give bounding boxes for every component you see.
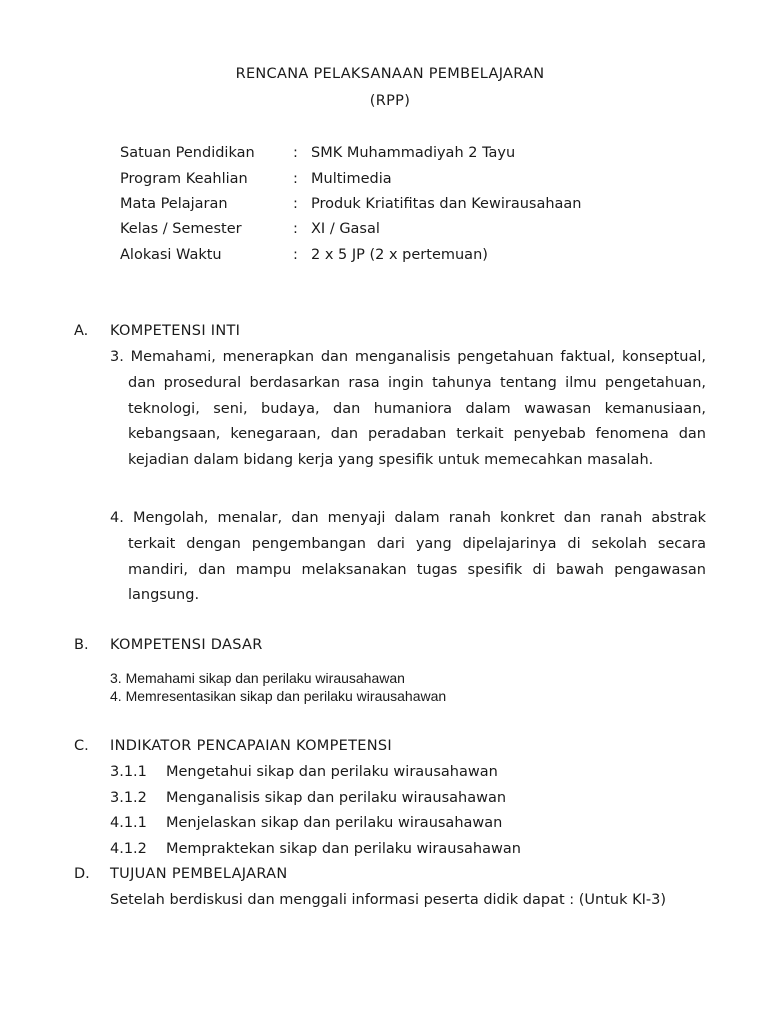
section-a-letter: A. <box>74 323 89 339</box>
identity-colon: : <box>293 145 298 161</box>
document-title: RENCANA PELAKSANAAN PEMBELAJARAN <box>235 66 545 82</box>
identity-value: SMK Muhammadiyah 2 Tayu <box>311 145 516 161</box>
identity-value: Produk Kriatifitas dan Kewirausahaan <box>311 196 582 212</box>
indicator-number: 3.1.1 <box>110 764 147 780</box>
indicator-number: 4.1.2 <box>110 841 147 857</box>
identity-value: Multimedia <box>311 171 392 187</box>
section-c-letter: C. <box>74 738 89 754</box>
indicator-number: 3.1.2 <box>110 790 147 806</box>
identity-label: Mata Pelajaran <box>120 196 228 212</box>
kompetensi-dasar-item: 3. Memahami sikap dan perilaku wirausahawan <box>110 670 405 686</box>
identity-value: XI / Gasal <box>311 221 380 237</box>
section-c-title: INDIKATOR PENCAPAIAN KOMPETENSI <box>110 738 392 754</box>
identity-colon: : <box>293 171 298 187</box>
section-b-title: KOMPETENSI DASAR <box>110 637 263 653</box>
section-b-letter: B. <box>74 637 89 653</box>
indicator-number: 4.1.1 <box>110 815 147 831</box>
indicator-text: Menjelaskan sikap dan perilaku wirausahawan <box>166 815 503 831</box>
indicator-text: Mengetahui sikap dan perilaku wirausahawan <box>166 764 498 780</box>
indicator-text: Mempraktekan sikap dan perilaku wirausahawan <box>166 841 521 857</box>
document-subtitle: (RPP) <box>369 93 411 109</box>
kompetensi-inti-item: 3. Memahami, menerapkan dan menganalisis pengetahuan faktual, konseptual, dan prosedural berdasarkan rasa ingin tahunya tentang ilmu pengetahuan, teknologi, seni, budaya, dan humaniora dalam wawasan kemanusiaan, kebangsaan, kenegaraan, dan peradaban terkait penyebab fenomena dan kejadian dalam bidang kerja yang spesifik untuk memecahkan masalah. <box>110 349 706 469</box>
kompetensi-dasar-item: 4. Memresentasikan sikap dan perilaku wirausahawan <box>110 688 447 704</box>
section-a-title: KOMPETENSI INTI <box>110 323 241 339</box>
identity-value: 2 x 5 JP (2 x pertemuan) <box>311 247 488 263</box>
identity-colon: : <box>293 196 298 212</box>
tujuan-text: Setelah berdiskusi dan menggali informasi peserta didik dapat : (Untuk KI-3) <box>110 892 667 908</box>
identity-label: Satuan Pendidikan <box>120 145 255 161</box>
kompetensi-inti-item: 4. Mengolah, menalar, dan menyaji dalam ranah konkret dan ranah abstrak terkait dengan pengembangan dari yang dipelajarinya di sekolah secara mandiri, dan mampu melaksanakan tugas spesifik di bawah pengawasan langsung. <box>110 510 706 604</box>
identity-colon: : <box>293 247 298 263</box>
section-d-letter: D. <box>74 866 90 882</box>
section-a-body-2 <box>110 506 706 609</box>
identity-label: Program Keahlian <box>120 171 248 187</box>
section-d-title: TUJUAN PEMBELAJARAN <box>110 866 288 882</box>
identity-label: Kelas / Semester <box>120 221 242 237</box>
indicator-text: Menganalisis sikap dan perilaku wirausahawan <box>166 790 507 806</box>
section-a-body <box>110 345 706 474</box>
identity-label: Alokasi Waktu <box>120 247 222 263</box>
identity-colon: : <box>293 221 298 237</box>
